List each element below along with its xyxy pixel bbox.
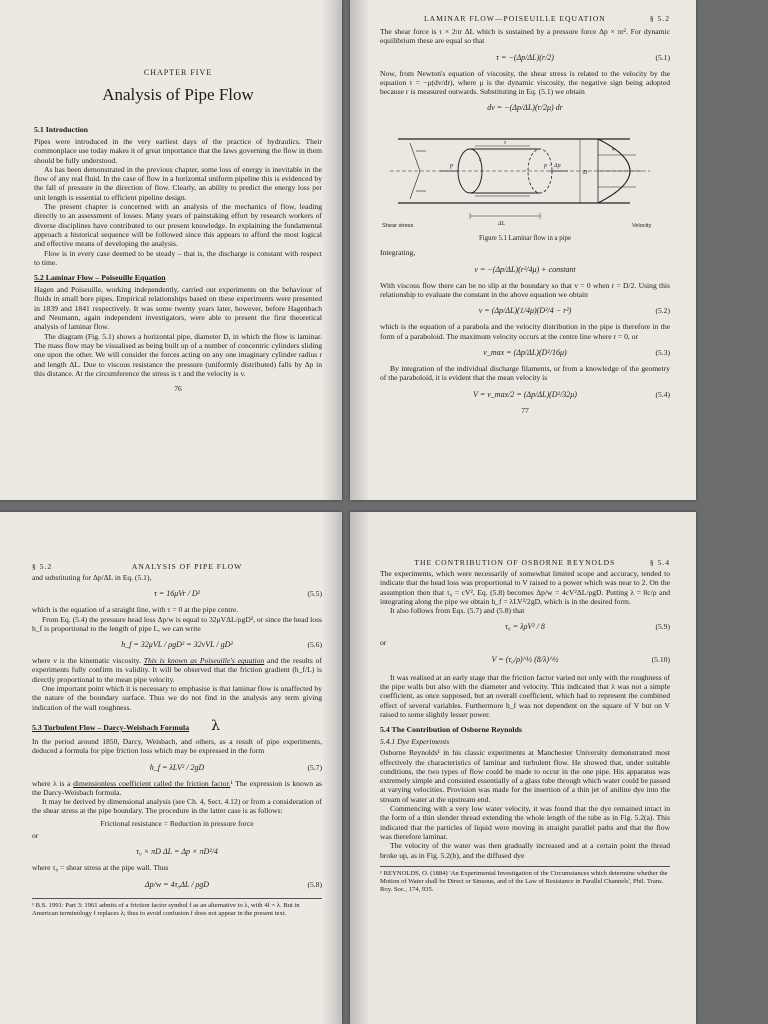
- equation-number: (5.4): [655, 389, 670, 399]
- figure-5-1: [380, 121, 670, 231]
- running-head: [380, 14, 670, 23]
- running-head-section: § 5.2: [649, 14, 670, 23]
- section-heading-5-2: [34, 273, 322, 282]
- paragraph: Commencing with a very low water velocity, it was found that the dye remained intact in the form of a thin slender thread extending the whole length of the tube as in Fig. 5.2(a). This indicated that the particles of liquid were moving in straight parallel paths and that the flow was therefore laminar.: [380, 804, 670, 841]
- equation-number: (5.5): [307, 589, 322, 599]
- subsection-heading-5-4-1: 5.4.1 Dye Experiments: [380, 737, 450, 747]
- chapter-title: Analysis of Pipe Flow: [102, 85, 254, 104]
- word-equation: Frictional resistance = Reduction in pressure force: [100, 818, 254, 828]
- paragraph: With viscous flow there can be no slip at the boundary so that v = 0 when r = D/2. Using this relationship to evaluate the constant in the above equation we obtain: [380, 280, 670, 300]
- equation-v: [380, 262, 670, 277]
- equation-number: (5.9): [655, 622, 670, 632]
- paragraph: [32, 779, 322, 798]
- paragraph: Integrating,: [380, 248, 416, 258]
- equation-body: τ = 16μVr / D²: [153, 589, 201, 599]
- laminar-flow-diagram: [380, 121, 670, 231]
- fig-label-p-minus-dp: p − Δp: [544, 163, 561, 170]
- text-run: ¹ The expression is known as the Darcy-Weisbach formula.: [32, 778, 322, 797]
- handwritten-lambda-mark: λ: [211, 717, 220, 734]
- equation-number: (5.6): [307, 640, 322, 650]
- page-76: [0, 0, 342, 500]
- page-number: 76: [174, 384, 182, 394]
- paragraph: Now, from Newton's equation of viscosity, the shear stress is related to the velocity by the equation τ = −μ(dv/dr), where μ is the dynamic viscosity, the negative sign being adopted because r is measured outwards. Substituting in Eq. (5.1) we obtain: [380, 68, 670, 97]
- equation-5-6: [32, 637, 322, 652]
- equation-body: τ = −(Δp/ΔL)(r/2): [496, 52, 554, 62]
- equation-force-balance: [32, 844, 322, 859]
- equation-body: τ₀ = λρV² / 8: [505, 622, 545, 632]
- equation-body: v_max = (Δp/ΔL)(D²/16μ): [483, 347, 567, 357]
- paragraph: From Eq. (5.4) the pressure head loss Δp/w is equal to 32μVΔL/ρgD², or since the head loss h_f is proportional to the length of pipe L, we can write: [32, 614, 322, 633]
- paragraph: The shear force is τ × 2πr ΔL which is sustained by a pressure force Δp × πr². For dynamic equilibrium these are equal so that: [380, 27, 670, 46]
- section-heading-text: 5.2 Laminar Flow – Poiseuille Equation: [34, 273, 166, 283]
- paragraph: The diagram (Fig. 5.1) shows a horizontal pipe, diameter D, in which the flow is laminar. The mass flow may be visualised as being built up of a number of concentric cylinders sliding one upon the other. We will consider the forces acting on any one imaginary cylinder radius r and length ΔL. Due to viscous resistance the pressure (uniformly distributed) falls by Δp in this distance. At the circumference the stress is τ and the velocity is v.: [34, 331, 322, 378]
- running-head-title: ANALYSIS OF PIPE FLOW: [131, 562, 243, 571]
- page-77: [350, 0, 696, 500]
- section-heading-5-3: [32, 718, 322, 734]
- paragraph: or: [380, 638, 387, 648]
- equation-dv: [380, 100, 670, 115]
- paragraph: In the period around 1850, Darcy, Weisbach, and others, as a result of pipe experiments, deduced a formula for pipe friction loss which may be expressed in the form: [32, 736, 322, 756]
- equation-number: (5.1): [655, 52, 670, 62]
- page-gutter-shadow: [322, 512, 342, 1024]
- fig-label-shear-stress: Shear stress: [382, 223, 414, 230]
- equation-number: (5.8): [307, 879, 322, 889]
- chapter-label: CHAPTER FIVE: [143, 68, 213, 77]
- paragraph: Hagen and Poiseuille, working independently, carried out experiments on the behaviour of fluids in small bore pipes. Empirical relationships based on these experiments were presented in 1839 and 1841 respectively. It was some twenty years later, however, before Hagenbach and Neumann, again independent investigators, were able to present the first theoretical analysis of laminar flow.: [34, 285, 322, 332]
- equation-body: Δp/w = 4τ₀ΔL / ρgD: [144, 879, 210, 889]
- equation-5-4: [380, 387, 670, 402]
- equation-number: (5.10): [651, 654, 670, 664]
- fig-label-v: v: [612, 147, 615, 154]
- running-head: [380, 558, 670, 567]
- paragraph: which is the equation of a straight line, with τ = 0 at the pipe centre.: [32, 605, 239, 615]
- paragraph: It may be derived by dimensional analysis (see Ch. 4, Sect. 4.12) or from a consideration of the shear stress at the pipe boundary. The procedure in the latter case is as follows:: [32, 797, 322, 816]
- fig-label-r: r: [479, 157, 482, 164]
- page-gutter-shadow: [322, 0, 342, 500]
- paragraph: The experiments, which were necessarily of somewhat limited scope and accuracy, tended to indicate that the head loss was proportional to V raised to a power which was near to 2. On the assumption then that τ₀ = cV², Eq. (5.8) becomes Δp/w = 4cV²ΔL/ρgD. Putting λ = 8c/ρ and integrating along the pipe we obtain h_f = λLV²/2gD, which is in the desired form.: [380, 569, 670, 606]
- paragraph: Osborne Reynolds¹ in his classic experiments at Manchester University demonstrated most effectively the characteristics of laminar and turbulent flow. He showed that, under suitable conditions, the two types of flow could be made to occur in the one pipe. His apparatus was extremely simple and consisted essentially of a glass tube through which water could be passed at varying velocities. Provision was made for the insertion of a thin jet of aniline dye into the stream of water at the upstream end.: [380, 748, 670, 804]
- page-79: [350, 512, 696, 1024]
- paragraph: which is the equation of a parabola and the velocity distribution in the pipe is therefore in the form of a paraboloid. The maximum velocity occurs at the centre line where r = 0, or: [380, 322, 670, 341]
- equation-5-7: [32, 760, 322, 775]
- fig-label-tau: τ: [504, 140, 507, 147]
- figure-caption: Figure 5.1 Laminar flow in a pipe: [479, 235, 571, 243]
- paragraph: Pipes were introduced in the very earliest days of the practice of hydraulics. Their commonplace use today makes it of great importance that the laws governing the flow in them should be fully understood.: [34, 137, 322, 165]
- equation-5-10: [380, 652, 670, 667]
- equation-5-3: [380, 345, 670, 360]
- paragraph: and substituting for Δp/ΔL in Eq. (5.1),: [32, 573, 152, 582]
- equation-body: τ₀ × πD ΔL = Δp × πD²/4: [136, 847, 218, 857]
- paragraph: The present chapter is concerned with an analysis of the mechanics of flow, leading directly to an assessment of losses. Many years of painstaking effort by research workers of diverse disciplines have contributed to our present knowledge. In explaining the fundamental approach a historical sequence will be followed since this appears to afford the most logical and effective means of developing the analysis.: [34, 202, 322, 249]
- section-heading-5-4: 5.4 The Contribution of Osborne Reynolds: [380, 725, 522, 735]
- equation-number: (5.2): [655, 306, 670, 316]
- paragraph: By integration of the individual discharge filaments, or from a knowledge of the geometry of the paraboloid, it is evident that the mean velocity is: [380, 363, 670, 383]
- equation-body: v = −(Δp/ΔL)(r²/4μ) + constant: [474, 264, 576, 274]
- running-head-section: § 5.2: [32, 562, 53, 571]
- paragraph: As has been demonstrated in the previous chapter, some loss of energy is inevitable in the flow of any real fluid. In the case of flow in a horizontal uniform pipeline this is evidenced by the fall of pressure in the direction of flow. Clearly, an ability to predict the energy loss per unit length is essential to efficient pipeline design.: [34, 164, 322, 202]
- running-head-section: § 5.4: [649, 558, 670, 567]
- equation-body: V = (τ₀/ρ)^½ (8/λ)^½: [491, 654, 559, 664]
- fig-label-dl: ΔL: [498, 221, 505, 228]
- paragraph: or: [32, 831, 39, 841]
- equation-body: V = v_max/2 = (Δp/ΔL)(D²/32μ): [473, 389, 577, 399]
- equation-5-2: [380, 303, 670, 318]
- section-heading-5-1: 5.1 Introduction: [34, 125, 89, 134]
- equation-5-1: [380, 50, 670, 65]
- paragraph: It also follows from Eqs. (5.7) and (5.8) that: [390, 606, 525, 616]
- running-head: [32, 562, 322, 571]
- equation-body: v = (Δp/ΔL)(1/4μ)(D²/4 − r²): [478, 306, 572, 316]
- equation-body: h_f = λLV² / 2gD: [149, 762, 205, 772]
- equation-5-9: [380, 619, 670, 634]
- equation-5-8: [32, 877, 322, 892]
- page-gutter-shadow: [350, 0, 370, 500]
- page-78: [0, 512, 342, 1024]
- underlined-text: dimensionless coefficient called the friction factor.: [73, 778, 231, 788]
- fig-label-diameter: D: [583, 170, 588, 177]
- fig-label-p: p: [450, 163, 453, 170]
- equation-body: h_f = 32μVL / ρgD² = 32νVL / gD²: [121, 640, 233, 650]
- equation-5-5: [32, 586, 322, 601]
- fig-label-velocity: Velocity: [632, 223, 652, 230]
- paragraph: [32, 656, 322, 684]
- equation-number: (5.3): [655, 347, 670, 357]
- paragraph: where τ₀ = shear stress at the pipe wall. Thus: [32, 863, 169, 873]
- footnote: ¹ B.S. 1991: Part 3: 1961 admits of a friction factor symbol f as an alternative to λ, with 4f = λ. But in American terminology f replaces λ; thus to avoid confusion f does not appear in the present text.: [32, 898, 322, 918]
- running-head-title: THE CONTRIBUTION OF OSBORNE REYNOLDS: [414, 558, 616, 567]
- text-run: and the results of experiments fully confirm its validity. It will be observed that the friction gradient (h_f/L) is directly proportional to the mean pipe velocity.: [32, 656, 322, 684]
- paragraph: The velocity of the water was then gradually increased and at a certain point the thread broke up, as in Fig. 5.2(b), and the diffused dye: [380, 841, 670, 860]
- running-head-title: LAMINAR FLOW—POISEUILLE EQUATION: [424, 14, 606, 23]
- paragraph: It was realised at an early stage that the friction factor varied not only with the roughness of the pipe walls but also with the diameter and velocity. This indicated that λ was not a simple coefficient, as once supposed, but an overall coefficient, which had to represent the combined effect of several variables. Furthermore h_f was not dependent on the square of V but on V raised to some slightly lesser power.: [380, 672, 670, 719]
- footnote: ¹ REYNOLDS, O. (1884) 'An Experimental Investigation of the Circumstances which determine whether the Motion of Water shall be Direct or Sinuous, and of the Law of Resistance in Parallel Channels', Phil. Trans. Roy. Soc., 174, 935.: [380, 866, 670, 894]
- text-run: where λ is a: [32, 778, 74, 788]
- paragraph: Flow is in every case deemed to be steady – that is, the discharge is constant with respect to time.: [34, 248, 322, 267]
- text-run: where ν is the kinematic viscosity.: [32, 656, 144, 666]
- page-gutter-shadow: [350, 512, 370, 1024]
- page-number: 77: [521, 405, 529, 415]
- paragraph: One important point which it is necessary to emphasise is that laminar flow is unaffected by the nature of the boundary surface. Thus we do not find in the analysis any term giving indication of the wall roughness.: [32, 684, 322, 712]
- equation-number: (5.7): [307, 762, 322, 772]
- section-heading-text: 5.3 Turbulent Flow – Darcy-Weisbach Formula: [32, 722, 190, 732]
- underlined-text: This is known as Poiseuille's equation: [143, 656, 265, 666]
- equation-body: dv = −(Δp/ΔL)(r/2μ) dr: [487, 103, 563, 113]
